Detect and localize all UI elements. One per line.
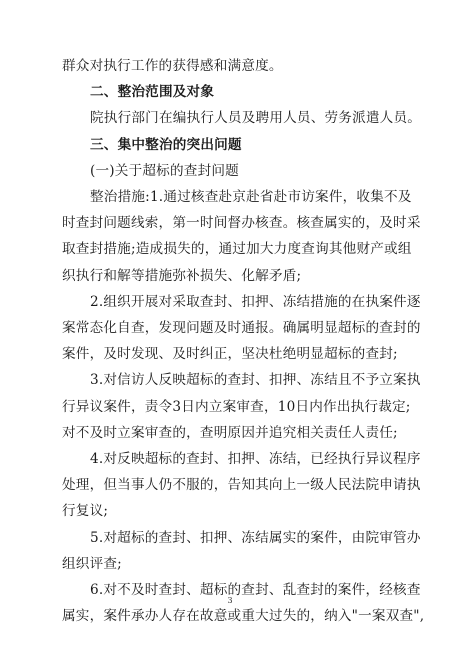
paragraph-line: 群众对执行工作的获得感和满意度。 xyxy=(62,58,283,74)
paragraph-line: 案件，及时发现、及时纠正，坚决杜绝明显超标的查封; xyxy=(62,346,398,363)
paragraph-line: 行复议; xyxy=(62,503,109,520)
paragraph-line: 5.对超标的查封、扣押、冻结属实的案件，由院审管办 xyxy=(90,529,421,546)
paragraph-line: 时查封问题线索，第一时间督办核查。核查属实的，及时采 xyxy=(62,215,421,232)
paragraph-line: 案常态化自查，发现问题及时通报。确属明显超标的查封的 xyxy=(62,320,421,336)
paragraph-line: 取查封措施;造成损失的，通过加大力度查询其他财产或组 xyxy=(62,241,412,258)
section-heading: 二、整治范围及对象 xyxy=(90,84,215,101)
paragraph-line: 6.对不及时查封、超标的查封、乱查封的案件，经核查 xyxy=(90,582,421,598)
paragraph-line: 整治措施:1.通过核查赴京赴省赴市访案件，收集不及 xyxy=(90,189,412,205)
page-number: 3 xyxy=(227,596,233,605)
paragraph-line: 组织评查; xyxy=(62,555,122,572)
paragraph-line: 3.对信访人反映超标的查封、扣押、冻结且不予立案执 xyxy=(90,372,421,389)
paragraph-line: 对不及时立案审查的，查明原因并追究相关责任人责任; xyxy=(62,424,398,441)
paragraph-line: 织执行和解等措施弥补损失、化解矛盾; xyxy=(62,267,302,284)
paragraph-line: 2.组织开展对采取查封、扣押、冻结措施的在执案件逐 xyxy=(90,293,421,310)
section-heading: 三、集中整治的突出问题 xyxy=(90,136,242,153)
paragraph-line: 处理，但当事人仍不服的，告知其向上一级人民法院申请执 xyxy=(62,477,421,494)
paragraph-line: 院执行部门在编执行人员及聘用人员、劳务派遣人员。 xyxy=(90,110,422,127)
subsection-heading: (一)关于超标的查封问题 xyxy=(90,162,239,179)
paragraph-line: 行异议案件，责令3日内立案审查，10日内作出执行裁定; xyxy=(62,398,411,415)
paragraph-line: 4.对反映超标的查封、扣押、冻结，已经执行异议程序 xyxy=(90,451,421,467)
paragraph-line: 属实，案件承办人存在故意或重大过失的，纳入"一案双查", xyxy=(62,608,425,625)
